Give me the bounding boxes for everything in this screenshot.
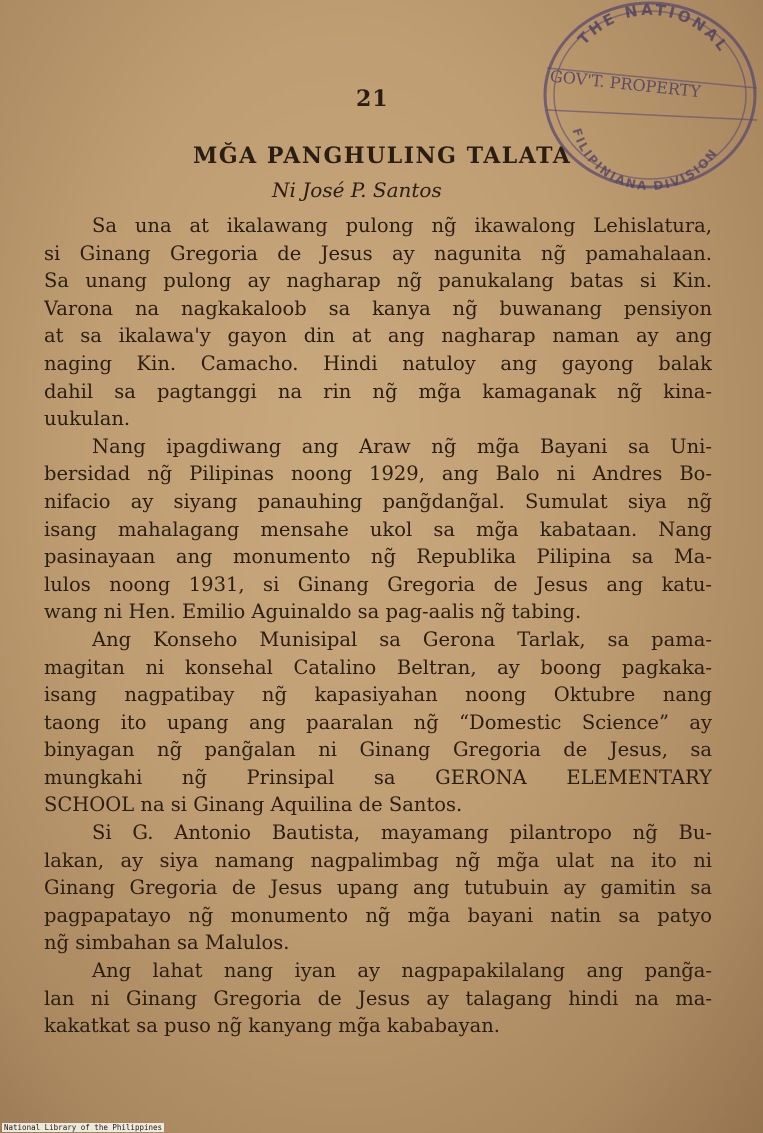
- text-line: uukulan.: [44, 407, 131, 431]
- text-line: Sa unang pulong ay nagharap ng̃ panukalang batas si Kin.: [44, 269, 712, 293]
- text-line: Varona na nagkakaloob sa kanya ng̃ buwanang pensiyon: [44, 296, 712, 320]
- text-line: taong ito upang ang paaralan ng̃ “Domestic Science” ay: [44, 710, 712, 734]
- text-line: si Ginang Gregoria de Jesus ay nagunita ng̃ pamahalaan.: [44, 241, 712, 265]
- text-line: kakatkat sa puso ng̃ kanyang mg̃a kababayan.: [44, 1014, 500, 1038]
- text-line: Sa una at ikalawang pulong ng̃ ikawalong Lehislatura,: [92, 214, 712, 237]
- author-byline: Ni José P. Santos: [272, 178, 442, 202]
- text-line: SCHOOL na si Ginang Aquilina de Santos.: [44, 793, 463, 817]
- text-line: naging Kin. Camacho. Hindi natuloy ang gayong balak: [44, 351, 712, 375]
- text-line: Nang ipagdiwang ang Araw ng̃ mg̃a Bayani sa Uni-: [92, 434, 712, 458]
- svg-text:THE NATIONAL: [574, 1, 733, 57]
- footer-credit: National Library of the Philippines: [4, 1123, 163, 1132]
- text-line: binyagan ng̃ pang̃alan ni Ginang Gregoria de Jesus, sa: [44, 738, 712, 762]
- text-line: wang ni Hen. Emilio Aguinaldo sa pag-aalis ng̃ tabing.: [44, 600, 582, 624]
- text-line: at sa ikalawa'y gayon din at ang nagharap naman ay ang: [44, 324, 712, 348]
- svg-text:FILIPINIANA DIVISION: [569, 126, 720, 193]
- text-line: mungkahi ng̃ Prinsipal sa GERONA ELEMENTARY: [44, 765, 712, 789]
- text-line: bersidad ng̃ Pilipinas noong 1929, ang Balo ni Andres Bo-: [44, 462, 712, 486]
- text-line: Ang Konseho Munisipal sa Gerona Tarlak, sa pama-: [92, 627, 712, 651]
- text-line: isang mahalagang mensahe ukol sa mg̃a kabataan. Nang: [44, 517, 712, 541]
- text-line: lan ni Ginang Gregoria de Jesus ay talagang hindi na ma-: [44, 986, 712, 1010]
- text-line: Ang lahat nang iyan ay nagpapakilalang ang pang̃a-: [92, 959, 712, 983]
- text-line: magitan ni konsehal Catalino Beltran, ay boong pagkaka-: [44, 655, 712, 679]
- library-stamp: [535, 0, 763, 200]
- body-text: [44, 212, 712, 1040]
- chapter-title: MĞA PANGHULING TALATA: [193, 143, 572, 169]
- stamp-top-text: THE NATIONAL: [574, 0, 733, 57]
- text-line: lakan, ay siya namang nagpalimbag ng̃ mg̃a ulat na ito ni: [44, 848, 712, 872]
- text-line: dahil sa pagtanggi na rin ng̃ mg̃a kamaganak ng̃ kina-: [44, 379, 712, 403]
- text-line: ng̃ simbahan sa Malulos.: [44, 931, 290, 955]
- text-line: pasinayaan ang monumento ng̃ Republika Pilipina sa Ma-: [44, 545, 712, 569]
- text-line: isang nagpatibay ng̃ kapasiyahan noong Oktubre nang: [44, 683, 712, 707]
- text-line: Si G. Antonio Bautista, mayamang pilantropo ng̃ Bu-: [92, 821, 712, 845]
- stamp-middle-text: GOV'T. PROPERTY: [549, 66, 702, 102]
- text-line: nifacio ay siyang panauhing pang̃dang̃al. Sumulat siya ng̃: [44, 489, 712, 513]
- stamp-bottom-text: FILIPINIANA DIVISION: [569, 126, 721, 194]
- text-line: Ginang Gregoria de Jesus upang ang tutubuin ay gamitin sa: [44, 876, 712, 900]
- text-line: pagpapatayo ng̃ monumento ng̃ mg̃a bayani natin sa patyo: [44, 903, 712, 927]
- page-number: 21: [356, 86, 389, 112]
- text-line: lulos noong 1931, si Ginang Gregoria de Jesus ang katu-: [44, 572, 712, 596]
